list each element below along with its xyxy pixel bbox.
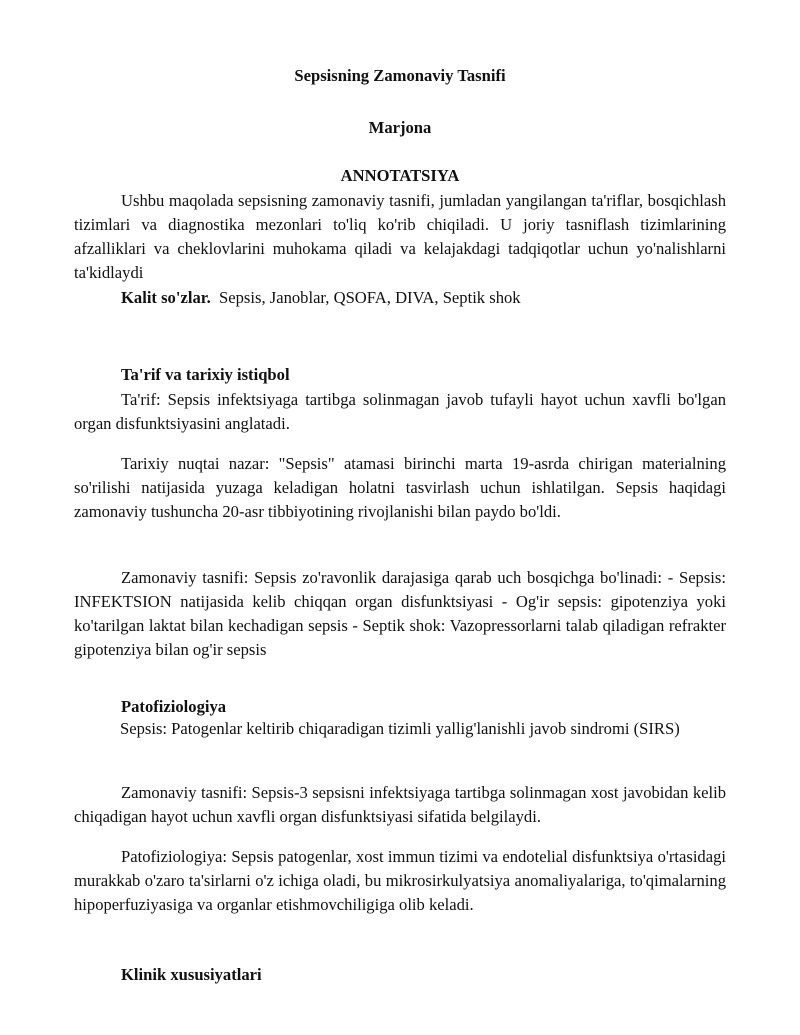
section-paragraph: Zamonaviy tasnifi: Sepsis-3 sepsisni infektsiyaga tartibga solinmagan xost javobidan kelib chiqadigan hayot uchun xavfli organ disfunktsiyasi sifatida belgilaydi. [74,783,726,826]
section-paragraph: Patofiziologiya: Sepsis patogenlar, xost immun tizimi va endotelial disfunktsiya o'rtasidagi murakkab o'zaro ta'sirlarni o'z ichiga oladi, bu mikrosirkulyatsiya anomaliyalariga, to'qimalarning hipoperfuziyasiga va organlar etishmovchiligiga olib keladi. [74,847,726,914]
keywords-text: Sepsis, Janoblar, QSOFA, DIVA, Septik shok [219,288,521,307]
section-paragraph: Sepsis: Patogenlar keltirib chiqaradigan tizimli yallig'lanishli javob sindromi (SIRS) [120,719,680,738]
document-author: Marjona [368,118,432,137]
section-heading-definition: Ta'rif va tarixiy istiqbol [121,365,290,384]
abstract-heading: ANNOTATSIYA [340,166,460,185]
section-paragraph: Tarixiy nuqtai nazar: "Sepsis" atamasi birinchi marta 19-asrda chirigan materialning so'rilishi natijasida yuzaga keladigan holatni tasvirlash uchun ishlatilgan. Sepsis haqidagi zamonaviy tushuncha 20-asr tibbiyotining rivojlanishi bilan paydo bo'ldi. [74,454,726,521]
section-heading-clinical-features: Klinik xususiyatlari [121,965,262,984]
section-paragraph: Zamonaviy tasnifi: Sepsis zo'ravonlik darajasiga qarab uch bosqichga bo'linadi: - Sepsis: INFEKTSION natijasida kelib chiqqan organ disfunktsiyasi - Og'ir sepsis: gipotenziya yoki ko'tarilgan laktat bilan kechadigan sepsis - Septik shok: Vazopressorlarni talab qiladigan refrakter gipotenziya bilan og'ir sepsis [74,568,726,659]
document-title: Sepsisning Zamonaviy Tasnifi [294,66,506,85]
keywords-label: Kalit so'zlar. [121,288,211,307]
section-heading-pathophysiology: Patofiziologiya [121,697,227,716]
section-paragraph: Ta'rif: Sepsis infektsiyaga tartibga solinmagan javob tufayli hayot uchun xavfli bo'lgan organ disfunktsiyasini anglatadi. [74,390,726,433]
abstract-paragraph: Ushbu maqolada sepsisning zamonaviy tasnifi, jumladan yangilangan ta'riflar, bosqichlash tizimlari va diagnostika mezonlari to'liq ko'rib chiqiladi. U joriy tasniflash tizimlarining afzalliklari va cheklovlarini muhokama qiladi va kelajakdagi tadqiqotlar uchun yo'nalishlarni ta'kidlaydi [74,191,726,282]
keywords-line [121,286,521,310]
